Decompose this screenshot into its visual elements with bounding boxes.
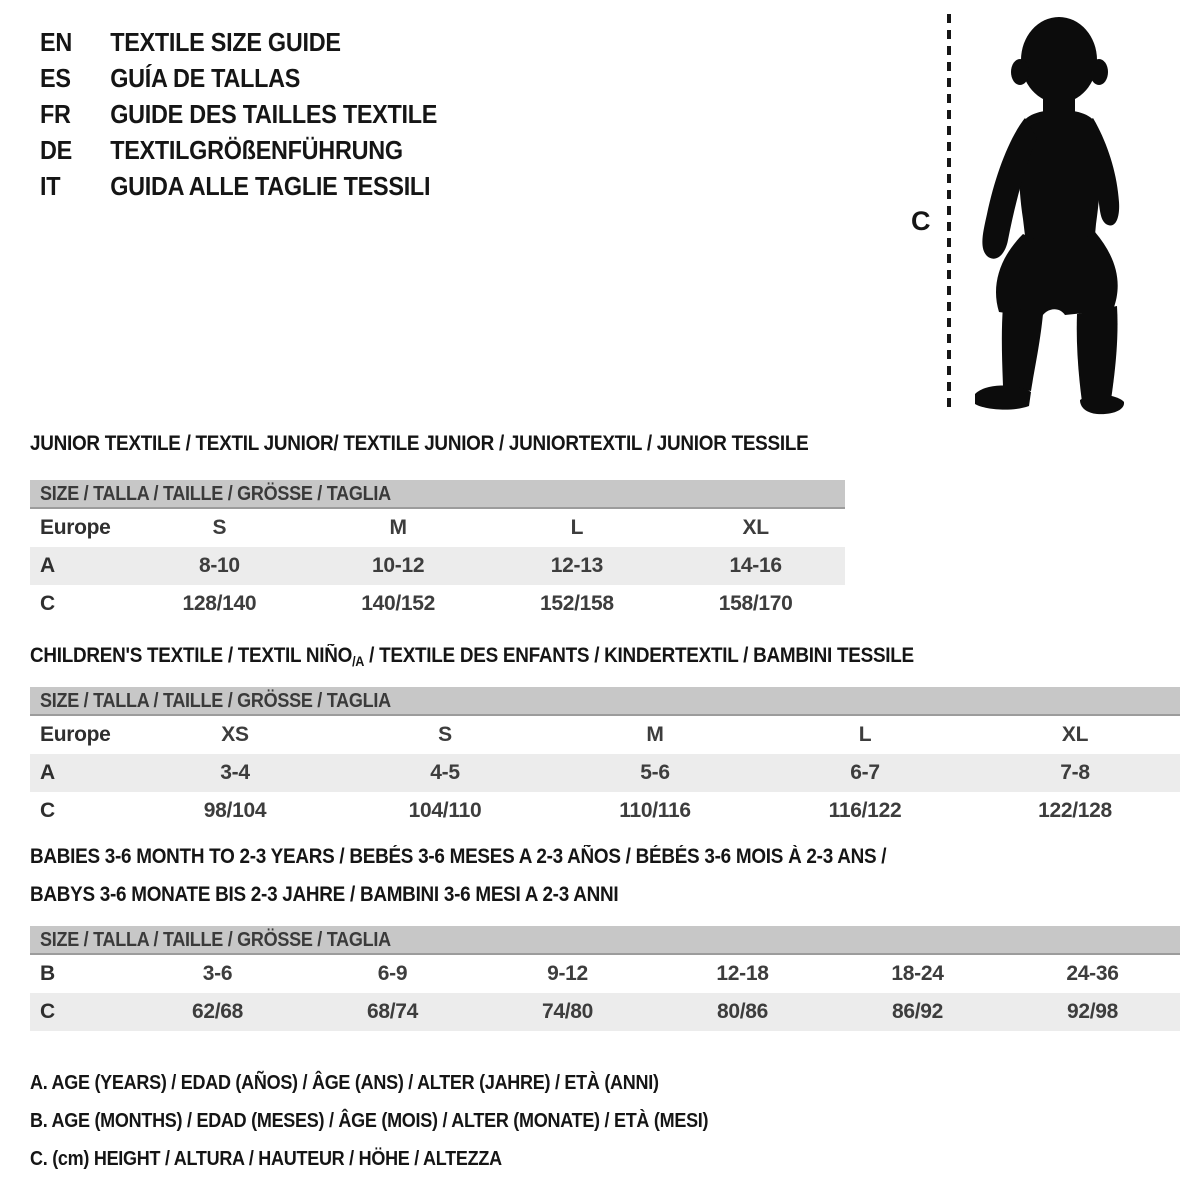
language-title: TEXTILE SIZE GUIDE: [110, 27, 341, 57]
title-subscript: /A: [352, 653, 365, 669]
value-cell: 4-5: [430, 761, 460, 784]
size-header-label: SIZE / TALLA / TAILLE / GRÖSSE / TAGLIA: [40, 690, 391, 712]
language-title: TEXTILGRÖßENFÜHRUNG: [110, 135, 403, 165]
measurement-legend: [30, 1064, 708, 1178]
value-cell: 80/86: [716, 1000, 769, 1023]
value-cell: 152/158: [539, 592, 614, 615]
value-cell: 14-16: [729, 554, 782, 577]
table-row-age: [30, 547, 845, 585]
value-cell: 158/170: [718, 592, 793, 615]
value-cell: 110/116: [619, 799, 691, 822]
value-cell: 122/128: [1038, 799, 1112, 822]
value-cell: 12-13: [550, 554, 603, 577]
value-cell: 104/110: [408, 799, 482, 822]
junior-section-title: JUNIOR TEXTILE / TEXTIL JUNIOR/ TEXTILE JUNIOR / JUNIORTEXTIL / JUNIOR TESSILE: [30, 432, 809, 455]
table-row-height: [30, 585, 845, 623]
language-title: GUIDE DES TAILLES TEXTILE: [110, 99, 438, 129]
title-part: CHILDREN'S TEXTILE / TEXTIL NIÑO: [30, 644, 353, 667]
size-cell: L: [858, 723, 872, 746]
language-code: EN: [40, 27, 72, 57]
value-cell: 9-12: [547, 962, 588, 985]
legend-line-c: C. (cm) HEIGHT / ALTURA / HAUTEUR / HÖHE / ALTEZZA: [30, 1148, 502, 1170]
value-cell: 68/74: [366, 1000, 419, 1023]
language-code: DE: [40, 135, 72, 165]
title-part: / TEXTILE DES ENFANTS / KINDERTEXTIL / BAMBINI TESSILE: [364, 644, 914, 667]
value-cell: 128/140: [182, 592, 257, 615]
table-row-sizes: [30, 716, 1180, 754]
value-cell: 3-6: [202, 962, 233, 985]
size-cell: S: [438, 723, 452, 746]
toddler-silhouette-icon: [965, 14, 1141, 424]
language-row-it: [40, 168, 437, 204]
value-cell: 12-18: [716, 962, 769, 985]
size-header-label: SIZE / TALLA / TAILLE / GRÖSSE / TAGLIA: [40, 483, 391, 505]
size-cell: XS: [221, 723, 249, 746]
size-cell: XL: [1061, 723, 1089, 746]
language-title: GUIDA ALLE TAGLIE TESSILI: [110, 171, 431, 201]
row-label: A: [40, 761, 55, 784]
language-row-fr: [40, 96, 437, 132]
language-title-list: [40, 24, 437, 204]
value-cell: 8-10: [198, 554, 240, 577]
size-header-label: SIZE / TALLA / TAILLE / GRÖSSE / TAGLIA: [40, 929, 391, 951]
value-cell: 3-4: [220, 761, 250, 784]
row-label: A: [40, 554, 55, 577]
row-label: C: [40, 592, 55, 615]
value-cell: 140/152: [361, 592, 436, 615]
babies-title-line2: BABYS 3-6 MONATE BIS 2-3 JAHRE / BAMBINI 3-6 MESI A 2-3 ANNI: [30, 883, 619, 906]
size-cell: M: [646, 723, 664, 746]
size-cell: S: [212, 516, 227, 539]
region-label: Europe: [40, 516, 111, 539]
language-row-en: [40, 24, 437, 60]
language-code: IT: [40, 171, 61, 201]
children-section-title-text: [30, 644, 914, 669]
table-row-height: [30, 993, 1180, 1031]
value-cell: 5-6: [640, 761, 670, 784]
legend-line-a: A. AGE (YEARS) / EDAD (AÑOS) / ÂGE (ANS) / ALTER (JAHRE) / ETÀ (ANNI): [30, 1072, 659, 1094]
value-cell: 98/104: [203, 799, 267, 822]
size-header-bar: [30, 926, 1180, 955]
value-cell: 24-36: [1066, 962, 1119, 985]
value-cell: 116/122: [828, 799, 902, 822]
language-row-es: [40, 60, 437, 96]
babies-title-line1: BABIES 3-6 MONTH TO 2-3 YEARS / BEBÉS 3-6 MESES A 2-3 AÑOS / BÉBÉS 3-6 MOIS À 2-3 ANS /: [30, 845, 887, 868]
value-cell: 6-9: [377, 962, 408, 985]
size-header-bar: [30, 687, 1180, 716]
value-cell: 86/92: [891, 1000, 944, 1023]
measurement-figure: [895, 6, 1195, 431]
junior-size-table: [30, 480, 845, 623]
size-cell: M: [389, 516, 407, 539]
row-label: C: [40, 1000, 55, 1023]
size-cell: L: [570, 516, 584, 539]
language-code: ES: [40, 63, 71, 93]
height-measure-dashed-line: [947, 14, 951, 414]
row-label: B: [40, 962, 55, 985]
size-header-bar: [30, 480, 845, 509]
size-cell: XL: [742, 516, 769, 539]
table-row-height: [30, 792, 1180, 830]
babies-size-table: [30, 926, 1180, 1031]
babies-section-title: [30, 838, 886, 914]
row-label: C: [40, 799, 55, 822]
table-row-months: [30, 955, 1180, 993]
table-row-age: [30, 754, 1180, 792]
children-size-table: [30, 687, 1180, 830]
value-cell: 62/68: [191, 1000, 244, 1023]
value-cell: 74/80: [541, 1000, 594, 1023]
table-row-sizes: [30, 509, 845, 547]
value-cell: 18-24: [891, 962, 944, 985]
height-measure-label: C: [911, 206, 931, 236]
value-cell: 6-7: [850, 761, 880, 784]
value-cell: 7-8: [1060, 761, 1090, 784]
children-section-title: [30, 644, 1012, 669]
language-row-de: [40, 132, 437, 168]
legend-line-b: B. AGE (MONTHS) / EDAD (MESES) / ÂGE (MOIS) / ALTER (MONATE) / ETÀ (MESI): [30, 1110, 709, 1132]
region-label: Europe: [40, 723, 111, 746]
value-cell: 92/98: [1066, 1000, 1119, 1023]
language-code: FR: [40, 99, 71, 129]
language-title: GUÍA DE TALLAS: [110, 63, 301, 93]
value-cell: 10-12: [372, 554, 425, 577]
